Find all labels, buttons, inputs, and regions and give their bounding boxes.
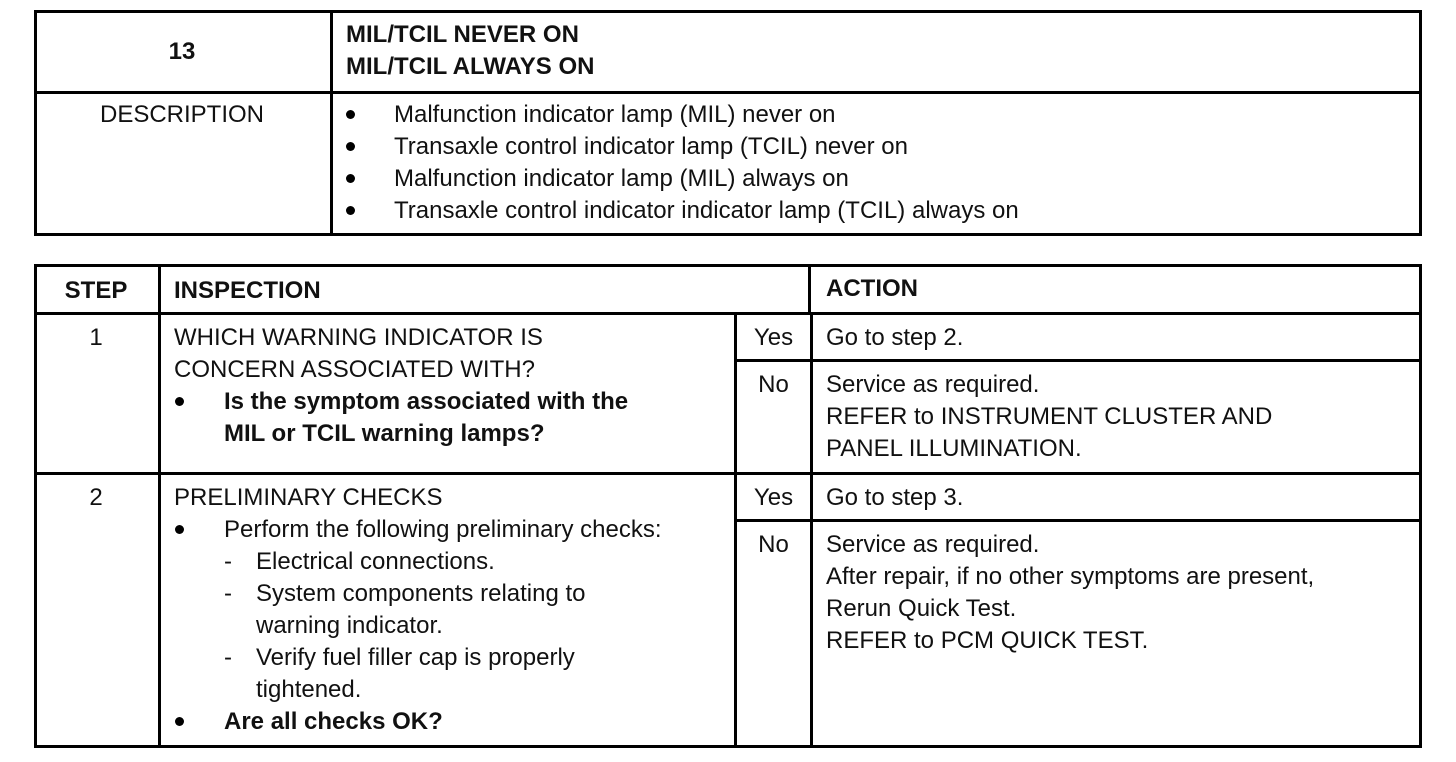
no-action-line: REFER to INSTRUMENT CLUSTER AND (826, 403, 1273, 430)
dash-icon: - (224, 644, 232, 671)
yesno-action-divider (810, 312, 813, 748)
column-header-step: STEP (64, 277, 128, 304)
yes-label: Yes (753, 324, 794, 351)
inspection-line: WHICH WARNING INDICATOR IS (174, 324, 543, 351)
description-item: Malfunction indicator lamp (MIL) never on (394, 101, 836, 128)
bullet-icon (175, 525, 184, 534)
bullet-icon (175, 717, 184, 726)
no-action-line: REFER to PCM QUICK TEST. (826, 627, 1149, 654)
bullet-icon (346, 206, 355, 215)
header-divider-vertical (330, 10, 333, 236)
no-action-line: PANEL ILLUMINATION. (826, 435, 1082, 462)
inspection-question: Are all checks OK? (224, 708, 443, 735)
step-number: 2 (89, 484, 103, 511)
description-item: Transaxle control indicator indicator lamp (TCIL) always on (394, 197, 1019, 224)
column-header-action: ACTION (826, 275, 918, 302)
column-header-inspection: INSPECTION (174, 277, 321, 304)
description-item: Malfunction indicator lamp (MIL) always on (394, 165, 849, 192)
bullet-icon (346, 174, 355, 183)
header-title-line2: MIL/TCIL ALWAYS ON (346, 53, 595, 80)
no-action-line: Service as required. (826, 531, 1040, 558)
no-action-line: Service as required. (826, 371, 1040, 398)
yes-action: Go to step 2. (826, 324, 964, 351)
step-column-divider (158, 264, 161, 748)
dash-icon: - (224, 580, 232, 607)
inspection-title: PRELIMINARY CHECKS (174, 484, 443, 511)
no-label: No (758, 531, 789, 558)
inspection-question: Is the symptom associated with the (224, 388, 629, 415)
no-label: No (758, 371, 789, 398)
check-item: System components relating to (256, 580, 586, 607)
inspection-question: MIL or TCIL warning lamps? (224, 420, 545, 447)
step1-yes-no-divider (734, 359, 1422, 362)
step-row-divider (34, 472, 1422, 475)
check-item: Electrical connections. (256, 548, 495, 575)
yes-label: Yes (753, 484, 794, 511)
inspection-line: CONCERN ASSOCIATED WITH? (174, 356, 535, 383)
step-number: 1 (89, 324, 103, 351)
header-divider-horizontal (34, 91, 1422, 94)
check-item: tightened. (256, 676, 362, 703)
check-item: Verify fuel filler cap is properly (256, 644, 575, 671)
description-item: Transaxle control indicator lamp (TCIL) never on (394, 133, 908, 160)
no-action-line: After repair, if no other symptoms are present, (826, 563, 1315, 590)
bullet-icon (346, 110, 355, 119)
description-label: DESCRIPTION (99, 101, 264, 128)
inspection-bullet: Perform the following preliminary checks: (224, 516, 662, 543)
diagnostic-code: 13 (168, 38, 196, 65)
column-header-divider (34, 312, 1422, 315)
yes-action: Go to step 3. (826, 484, 964, 511)
inspection-action-divider (808, 264, 811, 314)
no-action-line: Rerun Quick Test. (826, 595, 1017, 622)
bullet-icon (346, 142, 355, 151)
header-title-line1: MIL/TCIL NEVER ON (346, 21, 579, 48)
check-item: warning indicator. (256, 612, 443, 639)
step2-yes-no-divider (734, 519, 1422, 522)
bullet-icon (175, 397, 184, 406)
dash-icon: - (224, 548, 232, 575)
